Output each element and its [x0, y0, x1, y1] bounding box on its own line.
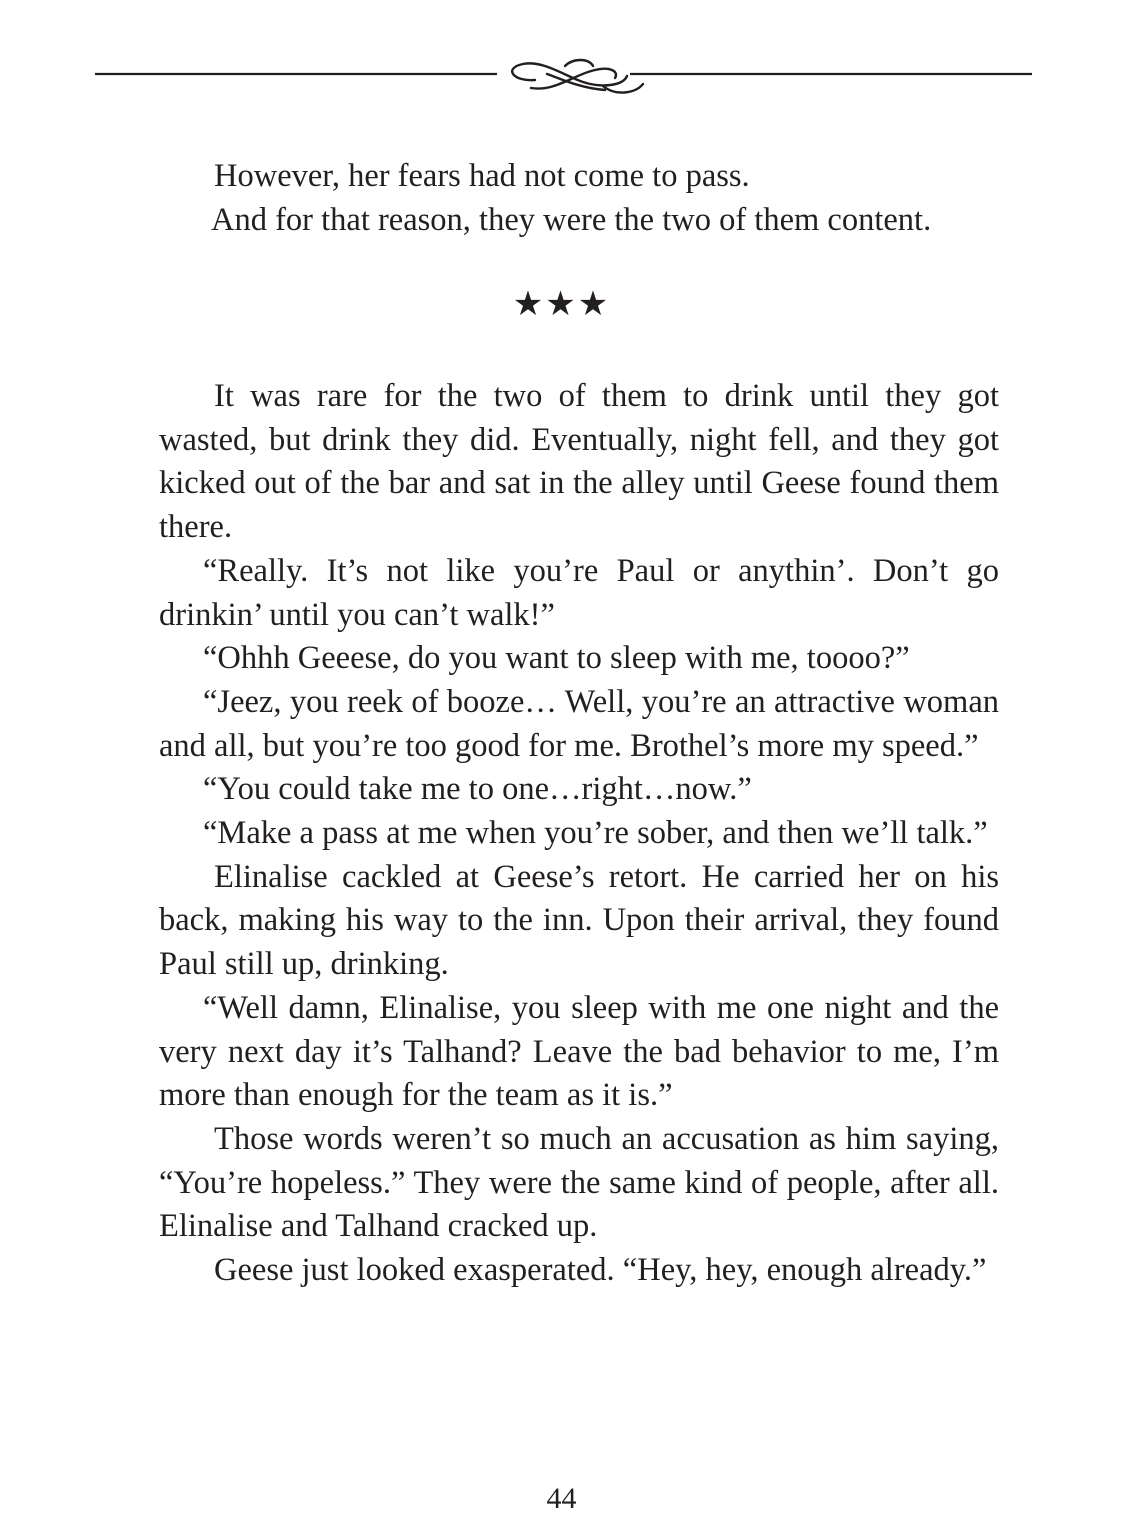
paragraph: Elinalise cackled at Geese’s retort. He carried her on his back, making his way to the inn. Upon their arrival, they found Paul still up, drinking. [159, 858, 999, 983]
intro-block [159, 155, 999, 242]
paragraph: “Ohhh Geeese, do you want to sleep with me, toooo?” [203, 640, 910, 677]
paragraph: “Jeez, you reek of booze… Well, you’re an attractive woman and all, but you’re too good for me. Brothel’s more my speed.” [159, 683, 999, 764]
intro-line: And for that reason, they were the two of them content. [211, 201, 932, 238]
paragraph: Geese just looked exasperated. “Hey, hey, enough already.” [214, 1252, 987, 1289]
paragraph: “Make a pass at me when you’re sober, and then we’ll talk.” [203, 815, 988, 852]
page-number: 44 [546, 1482, 577, 1515]
scene-break-stars: ★★★ [512, 284, 611, 324]
intro-line: However, her fears had not come to pass. [214, 158, 750, 194]
paragraph: “You could take me to one…right…now.” [203, 771, 752, 808]
paragraph: “Really. It’s not like you’re Paul or anythin’. Don’t go drinkin’ until you can’t walk!” [159, 552, 999, 633]
paragraph: “Well damn, Elinalise, you sleep with me one night and the very next day it’s Talhand? Leave the bad behavior to me, I’m more than enough for the team as it is.” [159, 989, 999, 1114]
body-text [159, 375, 999, 1293]
flourish-divider-icon [95, 52, 1032, 102]
paragraph: It was rare for the two of them to drink until they got wasted, but drink they did. Eventually, night fell, and they got kicked out of the bar and sat in the alley until Geese found them there. [159, 378, 999, 546]
paragraph: Those words weren’t so much an accusation as him saying, “You’re hopeless.” They were the same kind of people, after all. Elinalise and Talhand cracked up. [159, 1120, 999, 1245]
